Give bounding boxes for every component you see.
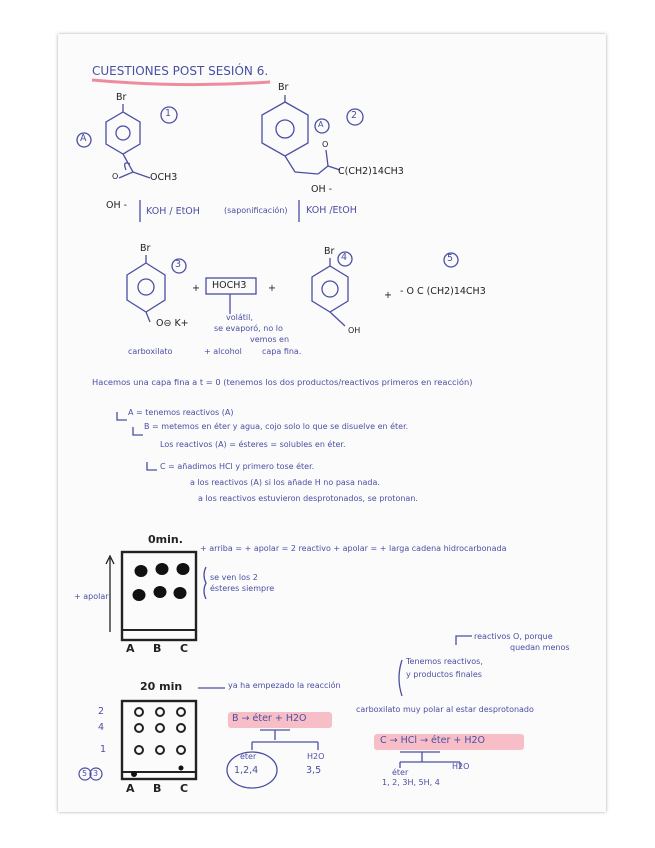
side-note-1: se ven los 2 bbox=[210, 573, 258, 582]
b-equation: B → éter + H2O bbox=[232, 713, 307, 724]
result-ether-c: 1, 2, 3H, 5H, 4 bbox=[382, 778, 440, 787]
tlc-0min-label: 0min. bbox=[148, 533, 183, 546]
koh-etoh-1: KOH / EtOH bbox=[146, 206, 200, 217]
brace-note-1: Tenemos reactivos, bbox=[406, 657, 483, 666]
apolar-arrow-label: + apolar bbox=[74, 592, 109, 601]
compound-number-1: 1 bbox=[165, 108, 172, 119]
lane-b-20: B bbox=[153, 782, 162, 795]
plus-sign-3: + bbox=[384, 290, 392, 301]
lane-a-0: A bbox=[126, 642, 135, 655]
carboxylate-k: O⊖ K+ bbox=[156, 318, 189, 329]
text-c-sub1: a los reactivos (A) si los añade H no pasa nada. bbox=[190, 478, 380, 487]
br-label-1: Br bbox=[116, 92, 127, 103]
benzene-ring-2 bbox=[262, 102, 308, 156]
spot-label-4: 4 bbox=[98, 722, 105, 733]
brace-note-2: y productos finales bbox=[406, 670, 482, 679]
lane-b-0: B bbox=[153, 642, 162, 655]
hydroxide-2: OH - bbox=[311, 184, 333, 195]
alcohol-label: + alcohol bbox=[204, 347, 242, 356]
hoch3-label: HOCH3 bbox=[212, 280, 247, 291]
lane-c-0: C bbox=[180, 642, 189, 655]
saponification-note: (saponificación) bbox=[224, 206, 288, 215]
spot-label-5: 5 bbox=[82, 769, 88, 778]
side-note-2: ésteres siempre bbox=[210, 584, 275, 593]
acid-chain: - O C (CH2)14CH3 bbox=[400, 286, 486, 297]
brace-top-1: reactivos O, porque bbox=[474, 632, 553, 641]
compound-number-5: 5 bbox=[447, 253, 454, 264]
hydroxide-1: OH - bbox=[106, 200, 128, 211]
tlc-0min-note: + arriba = + apolar = 2 reactivo + apolar = + larga cadena hidrocarbonada bbox=[200, 544, 507, 553]
ester-o: O bbox=[322, 140, 329, 149]
tag-a-2: A bbox=[318, 120, 324, 129]
spot-label-1: 1 bbox=[100, 744, 107, 755]
brace-top-2: quedan menos bbox=[510, 643, 570, 652]
plus-sign-2: + bbox=[268, 283, 276, 294]
tlc-spots-20min bbox=[135, 708, 185, 754]
br-label-3: Br bbox=[140, 243, 151, 254]
benzene-ring-4 bbox=[312, 266, 348, 312]
volatile-note: volátil, bbox=[226, 313, 253, 322]
benzene-ring-1 bbox=[106, 112, 140, 154]
text-b: B = metemos en éter y agua, cojo solo lo que se disuelve en éter. bbox=[144, 422, 409, 431]
water-label-2: H2O bbox=[452, 762, 470, 771]
br-label-4: Br bbox=[324, 246, 335, 257]
lane-c-20: C bbox=[180, 782, 189, 795]
br-label-2: Br bbox=[278, 82, 289, 93]
c-equation: C → HCl → éter + H2O bbox=[380, 735, 486, 746]
text-a: A = tenemos reactivos (A) bbox=[128, 408, 234, 417]
carboxylate-label: carboxilato bbox=[128, 347, 173, 356]
text-c: C = añadimos HCl y primero tose éter. bbox=[160, 462, 315, 471]
ether-label-2: éter bbox=[392, 768, 409, 777]
evaporate-note: se evaporó, no lo bbox=[214, 324, 283, 333]
carbonyl-o-1: O bbox=[112, 172, 119, 181]
text-line-1: Hacemos una capa fina a t = 0 (tenemos los dos productos/reactivos primeros en reacción) bbox=[92, 377, 473, 387]
oh-label-4: OH bbox=[348, 326, 361, 335]
spot-label-3: 3 bbox=[93, 769, 99, 778]
plus-sign-1: + bbox=[192, 283, 200, 294]
tag-a-1: A bbox=[80, 133, 87, 144]
text-b-sub: Los reactivos (A) = ésteres = solubles en éter. bbox=[160, 440, 346, 449]
page-title: CUESTIONES POST SESIÓN 6. bbox=[92, 64, 269, 78]
carboxylate-polar-note: carboxilato muy polar al estar desprotonado bbox=[356, 705, 534, 714]
result-water-b: 3,5 bbox=[306, 765, 322, 776]
lane-a-20: A bbox=[126, 782, 135, 795]
seen-note: vemos en bbox=[250, 335, 290, 344]
reaction-started-note: ya ha empezado la reacción bbox=[228, 681, 341, 690]
water-label-1: H2O bbox=[307, 752, 325, 761]
result-ether-b: 1,2,4 bbox=[234, 765, 259, 776]
tlc-label: capa fina. bbox=[262, 347, 302, 356]
ester-chain: C(CH2)14CH3 bbox=[338, 166, 404, 177]
compound-number-4: 4 bbox=[341, 252, 348, 263]
ether-label-1: éter bbox=[240, 752, 257, 761]
benzene-ring-3 bbox=[127, 263, 165, 312]
compound-number-3: 3 bbox=[175, 259, 182, 270]
koh-etoh-2: KOH /EtOH bbox=[306, 205, 357, 216]
tlc-spots-0min bbox=[133, 563, 190, 601]
tlc-20min-label: 20 min bbox=[140, 680, 183, 693]
och3-label: OCH3 bbox=[150, 172, 178, 183]
spot-label-2: 2 bbox=[98, 706, 105, 717]
text-c-sub2: a los reactivos estuvieron desprotonados, se protonan. bbox=[198, 494, 418, 503]
compound-number-2: 2 bbox=[351, 110, 358, 121]
